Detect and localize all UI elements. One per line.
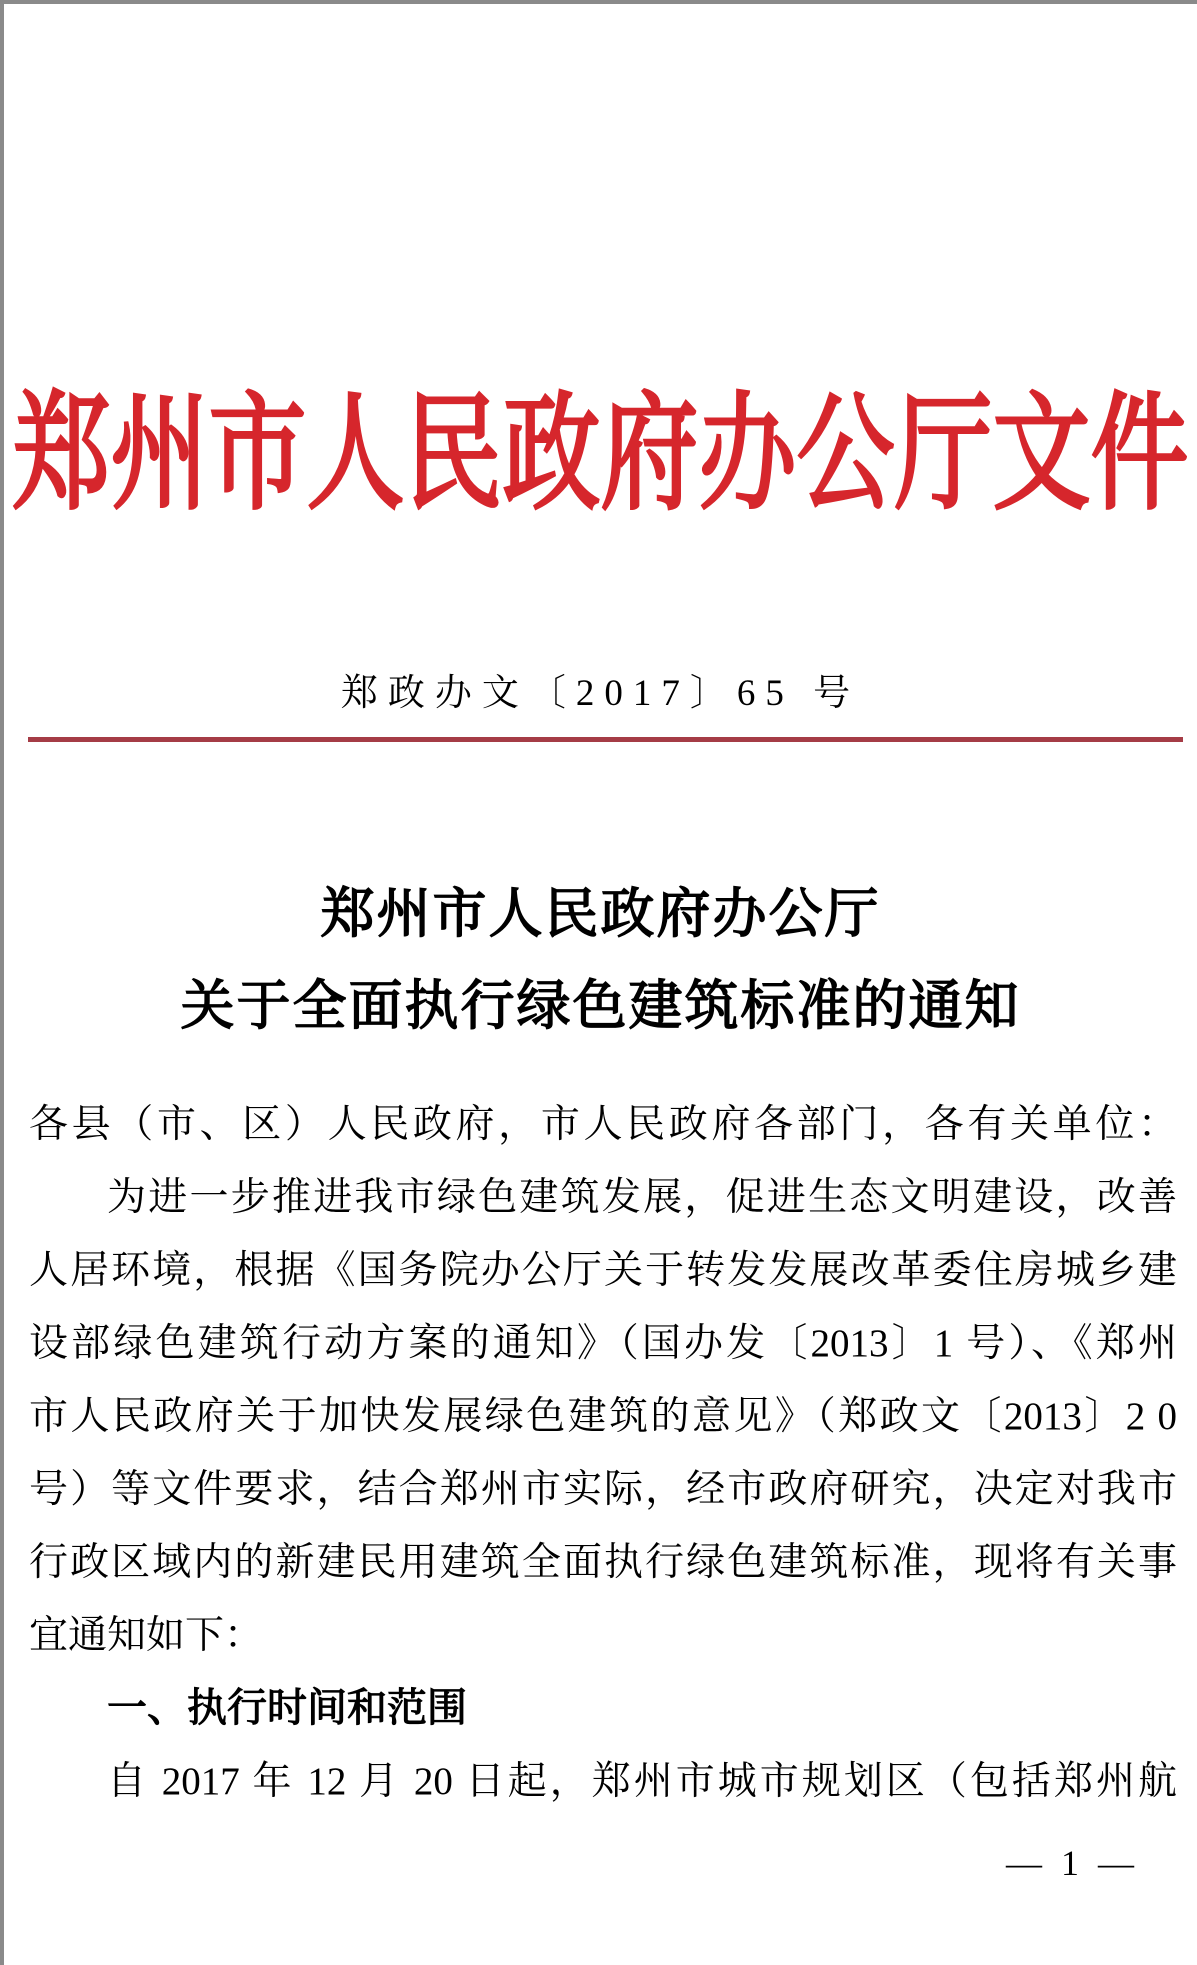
body-line: 市人民政府关于加快发展绿色建筑的意见》（郑政文〔2013〕2 0	[29, 1395, 1177, 1438]
doc-title-line2: 关于全面执行绿色建筑标准的通知	[180, 976, 1021, 1036]
doc-title	[4, 868, 1197, 1052]
body-line: 设部绿色建筑行动方案的通知》（国办发〔2013〕1 号）、《郑州	[29, 1322, 1177, 1365]
doc-title-line1: 郑州市人民政府办公厅	[320, 884, 881, 944]
salutation-line: 各县（市、区）人民政府，市人民政府各部门，各有关单位：	[29, 1103, 1177, 1146]
body-line: 人居环境，根据《国务院办公厅关于转发发展改革委住房城乡建	[29, 1249, 1177, 1292]
body-line: 为进一步推进我市绿色建筑发展，促进生态文明建设，改善	[107, 1176, 1177, 1219]
doc-number: 郑政办文〔2017〕65 号	[340, 673, 861, 714]
body-line: 自 2017 年 12 月 20 日起，郑州市城市规划区（包括郑州航	[107, 1760, 1177, 1803]
body-line: 宜通知如下：	[29, 1614, 264, 1657]
body-text	[29, 1088, 1177, 1818]
red-separator-rule	[28, 737, 1183, 742]
masthead-title: 郑州市人民政府办公厅文件	[12, 385, 1189, 526]
masthead	[4, 385, 1197, 526]
section-heading: 一、执行时间和范围	[107, 1686, 467, 1730]
body-line: 号）等文件要求，结合郑州市实际，经市政府研究，决定对我市	[29, 1468, 1177, 1511]
body-line: 行政区域内的新建民用建筑全面执行绿色建筑标准，现将有关事	[29, 1541, 1177, 1584]
page-number: — 1 —	[1006, 1843, 1139, 1883]
